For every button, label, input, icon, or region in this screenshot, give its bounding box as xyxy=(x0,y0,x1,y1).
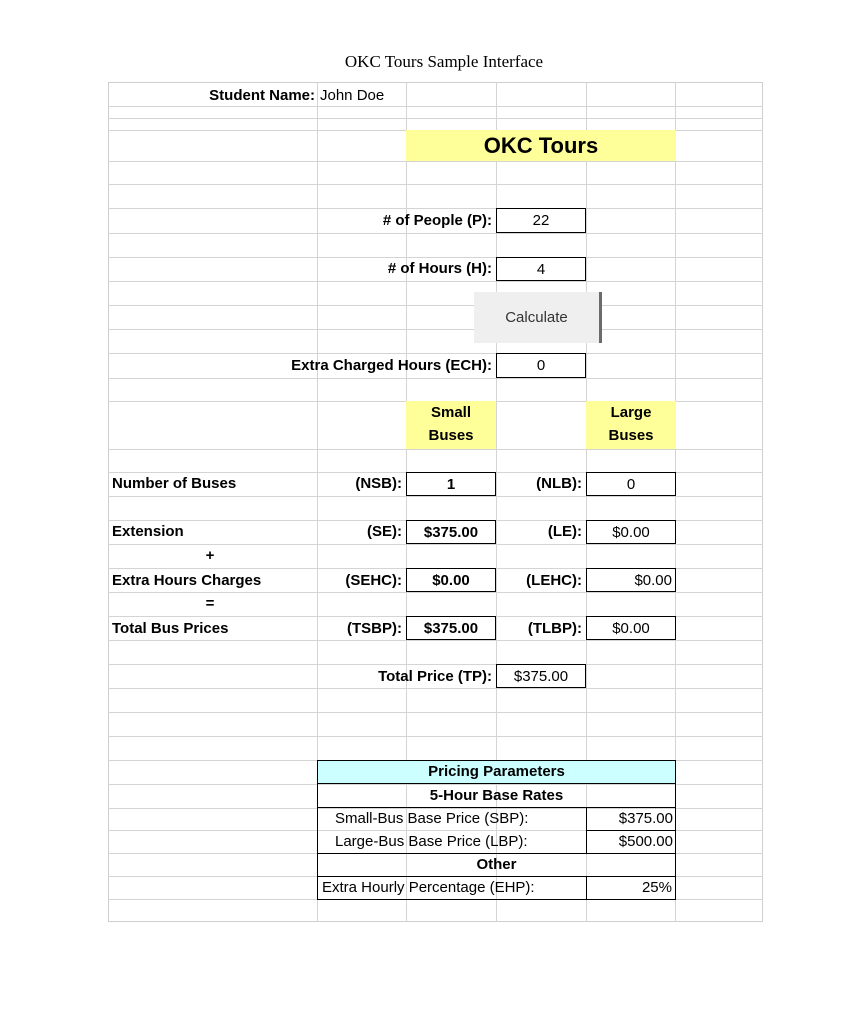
student-name-label: Student Name: xyxy=(209,87,315,104)
le-code: (LE): xyxy=(547,523,582,540)
people-input[interactable]: 22 xyxy=(496,208,586,233)
grid-row-line xyxy=(108,233,763,234)
lehc-code: (LEHC): xyxy=(526,572,582,589)
nsb-code: (NSB): xyxy=(355,475,402,492)
nlb-value: 0 xyxy=(586,472,676,496)
calculate-button[interactable]: Calculate xyxy=(474,292,602,343)
lehc-value: $0.00 xyxy=(586,568,676,592)
pricing-title: Pricing Parameters xyxy=(428,763,565,780)
grid-row-line xyxy=(108,378,763,379)
total-price-label: Total Price (TP): xyxy=(378,668,492,685)
total-bus-prices-label: Total Bus Prices xyxy=(112,620,229,637)
ech-label: Extra Charged Hours (ECH): xyxy=(291,357,492,374)
lbp-label: Large-Bus Base Price (LBP): xyxy=(335,833,528,850)
large-buses-header-line2: Buses xyxy=(608,427,654,444)
grid-row-line xyxy=(108,640,763,641)
grid-row-line xyxy=(108,184,763,185)
grid-row-line xyxy=(108,353,763,354)
grid-row-line xyxy=(108,257,763,258)
other-heading: Other xyxy=(476,856,517,873)
app-title: OKC Tours xyxy=(483,133,599,158)
extension-label: Extension xyxy=(112,523,184,540)
le-value: $0.00 xyxy=(586,520,676,544)
hours-input[interactable]: 4 xyxy=(496,257,586,281)
grid-row-line xyxy=(108,208,763,209)
grid-row-line xyxy=(108,106,763,107)
grid-row-line xyxy=(108,736,763,737)
plus-sign: + xyxy=(205,547,215,564)
small-buses-header-line1: Small xyxy=(430,404,472,421)
grid-row-line xyxy=(108,161,763,162)
student-name-value: John Doe xyxy=(320,87,385,104)
total-price-value: $375.00 xyxy=(496,664,586,688)
large-buses-header-line1: Large xyxy=(610,404,652,421)
sbp-value: $375.00 xyxy=(618,810,673,827)
grid-row-line xyxy=(108,592,763,593)
people-label: # of People (P): xyxy=(382,212,492,229)
tsbp-code: (TSBP): xyxy=(347,620,402,637)
nsb-value: 1 xyxy=(406,472,496,496)
base-rates-heading: 5-Hour Base Rates xyxy=(429,787,564,804)
grid-row-line xyxy=(108,712,763,713)
extra-hours-charges-label: Extra Hours Charges xyxy=(112,572,262,589)
grid-row-line xyxy=(108,496,763,497)
grid-row-line xyxy=(108,281,763,282)
se-code: (SE): xyxy=(367,523,402,540)
document-title: OKC Tours Sample Interface xyxy=(344,52,544,71)
small-buses-header-line2: Buses xyxy=(428,427,474,444)
lbp-value: $500.00 xyxy=(618,833,673,850)
grid-row-line xyxy=(108,688,763,689)
grid-row-line xyxy=(108,664,763,665)
ehp-value: 25% xyxy=(641,879,672,896)
grid-row-line xyxy=(108,118,763,119)
nlb-code: (NLB): xyxy=(536,475,582,492)
grid-row-line xyxy=(108,449,763,450)
grid-row-line xyxy=(108,305,763,306)
se-value: $375.00 xyxy=(406,520,496,544)
number-of-buses-label: Number of Buses xyxy=(112,475,237,492)
grid-row-line xyxy=(108,329,763,330)
sehc-value: $0.00 xyxy=(406,568,496,592)
tlbp-code: (TLBP): xyxy=(527,620,582,637)
sehc-code: (SEHC): xyxy=(345,572,402,589)
grid-row-line xyxy=(108,544,763,545)
equals-sign: = xyxy=(205,595,215,612)
hours-label: # of Hours (H): xyxy=(387,260,492,277)
ehp-label: Extra Hourly Percentage (EHP): xyxy=(322,879,535,896)
ech-value: 0 xyxy=(496,353,586,378)
tsbp-value: $375.00 xyxy=(406,616,496,640)
tlbp-value: $0.00 xyxy=(586,616,676,640)
sbp-label: Small-Bus Base Price (SBP): xyxy=(335,810,529,827)
